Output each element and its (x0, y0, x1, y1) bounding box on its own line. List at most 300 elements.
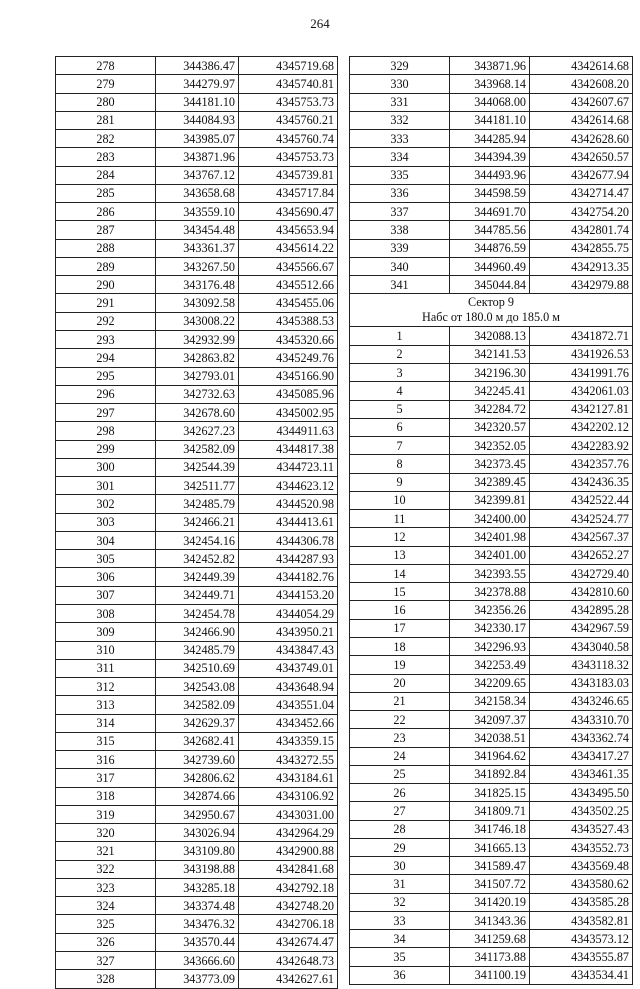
y-coordinate-cell: 4343555.87 (530, 948, 633, 966)
y-coordinate-cell: 4345320.66 (239, 330, 338, 348)
x-coordinate-cell: 342544.39 (156, 458, 239, 476)
y-coordinate-cell: 4342729.40 (530, 564, 633, 582)
table-row (56, 769, 338, 787)
point-number-cell: 296 (56, 385, 156, 403)
x-coordinate-cell: 343871.96 (450, 57, 530, 75)
point-number-cell: 295 (56, 367, 156, 385)
table-row (56, 641, 338, 659)
point-number-cell: 332 (350, 111, 450, 129)
x-coordinate-cell: 343658.68 (156, 184, 239, 202)
x-coordinate-cell: 344181.10 (450, 111, 530, 129)
x-coordinate-cell: 342245.41 (450, 382, 530, 400)
y-coordinate-cell: 4342677.94 (530, 166, 633, 184)
y-coordinate-cell: 4343246.65 (530, 692, 633, 710)
y-coordinate-cell: 4342652.27 (530, 546, 633, 564)
y-coordinate-cell: 4343552.73 (530, 838, 633, 856)
point-number-cell: 327 (56, 952, 156, 970)
point-number-cell: 283 (56, 148, 156, 166)
x-coordinate-cell: 341343.36 (450, 911, 530, 929)
point-number-cell: 6 (350, 418, 450, 436)
y-coordinate-cell: 4345166.90 (239, 367, 338, 385)
table-row (56, 385, 338, 403)
table-row (350, 656, 633, 674)
table-row (350, 363, 633, 381)
x-coordinate-cell: 341665.13 (450, 838, 530, 856)
point-number-cell: 5 (350, 400, 450, 418)
table-row (350, 784, 633, 802)
table-row (350, 184, 633, 202)
point-number-cell: 312 (56, 678, 156, 696)
x-coordinate-cell: 344394.39 (450, 148, 530, 166)
x-coordinate-cell: 343666.60 (156, 952, 239, 970)
table-row (350, 57, 633, 75)
point-number-cell: 281 (56, 111, 156, 129)
x-coordinate-cell: 342088.13 (450, 327, 530, 345)
y-coordinate-cell: 4343585.28 (530, 893, 633, 911)
point-number-cell: 280 (56, 93, 156, 111)
coordinates-table-right (349, 56, 633, 985)
table-row (350, 893, 633, 911)
x-coordinate-cell: 342356.26 (450, 601, 530, 619)
y-coordinate-cell: 4344306.78 (239, 531, 338, 549)
y-coordinate-cell: 4342436.35 (530, 473, 633, 491)
table-row (56, 732, 338, 750)
x-coordinate-cell: 342330.17 (450, 619, 530, 637)
y-coordinate-cell: 4343569.48 (530, 857, 633, 875)
point-number-cell: 308 (56, 604, 156, 622)
point-number-cell: 279 (56, 75, 156, 93)
y-coordinate-cell: 4342801.74 (530, 221, 633, 239)
table-row (56, 330, 338, 348)
sector-header-section (350, 294, 633, 327)
x-coordinate-cell: 344279.97 (156, 75, 239, 93)
table-row (56, 842, 338, 860)
table-row (56, 878, 338, 896)
table-row (350, 692, 633, 710)
point-number-cell: 311 (56, 659, 156, 677)
point-number-cell: 290 (56, 276, 156, 294)
x-coordinate-cell: 344960.49 (450, 257, 530, 275)
x-coordinate-cell: 342320.57 (450, 418, 530, 436)
point-number-cell: 28 (350, 820, 450, 838)
table-row (56, 458, 338, 476)
table-row (350, 875, 633, 893)
point-number-cell: 337 (350, 203, 450, 221)
x-coordinate-cell: 342466.21 (156, 513, 239, 531)
y-coordinate-cell: 4345002.95 (239, 404, 338, 422)
y-coordinate-cell: 4343362.74 (530, 729, 633, 747)
x-coordinate-cell: 342678.60 (156, 404, 239, 422)
x-coordinate-cell: 342466.90 (156, 623, 239, 641)
x-coordinate-cell: 342373.45 (450, 455, 530, 473)
table-row (56, 184, 338, 202)
x-coordinate-cell: 342038.51 (450, 729, 530, 747)
point-number-cell: 23 (350, 729, 450, 747)
table-row (350, 93, 633, 111)
table-row (350, 491, 633, 509)
table-row (56, 57, 338, 75)
y-coordinate-cell: 4342714.47 (530, 184, 633, 202)
point-number-cell: 18 (350, 637, 450, 655)
x-coordinate-cell: 343198.88 (156, 860, 239, 878)
y-coordinate-cell: 4343749.01 (239, 659, 338, 677)
point-number-cell: 7 (350, 437, 450, 455)
point-number-cell: 282 (56, 130, 156, 148)
y-coordinate-cell: 4342650.57 (530, 148, 633, 166)
table-row (350, 820, 633, 838)
x-coordinate-cell: 343767.12 (156, 166, 239, 184)
point-number-cell: 32 (350, 893, 450, 911)
y-coordinate-cell: 4345753.73 (239, 148, 338, 166)
x-coordinate-cell: 342511.77 (156, 477, 239, 495)
point-number-cell: 299 (56, 440, 156, 458)
y-coordinate-cell: 4342202.12 (530, 418, 633, 436)
y-coordinate-cell: 4344182.76 (239, 568, 338, 586)
table-row (350, 583, 633, 601)
point-number-cell: 30 (350, 857, 450, 875)
point-number-cell: 334 (350, 148, 450, 166)
table-row (56, 404, 338, 422)
x-coordinate-cell: 342449.39 (156, 568, 239, 586)
x-coordinate-cell: 344181.10 (156, 93, 239, 111)
point-number-cell: 20 (350, 674, 450, 692)
y-coordinate-cell: 4342674.47 (239, 933, 338, 951)
point-number-cell: 326 (56, 933, 156, 951)
table-row (56, 276, 338, 294)
table-row (56, 93, 338, 111)
page-number: 264 (310, 16, 330, 31)
table-row (56, 550, 338, 568)
coordinates-table-left (55, 56, 338, 989)
x-coordinate-cell: 342253.49 (450, 656, 530, 674)
point-number-cell: 336 (350, 184, 450, 202)
y-coordinate-cell: 4343495.50 (530, 784, 633, 802)
y-coordinate-cell: 4343573.12 (530, 930, 633, 948)
y-coordinate-cell: 4342614.68 (530, 111, 633, 129)
x-coordinate-cell: 342158.34 (450, 692, 530, 710)
y-coordinate-cell: 4345085.96 (239, 385, 338, 403)
y-coordinate-cell: 4342524.77 (530, 510, 633, 528)
y-coordinate-cell: 4342748.20 (239, 897, 338, 915)
point-number-cell: 289 (56, 257, 156, 275)
table-row (350, 257, 633, 275)
table-row (56, 148, 338, 166)
table-row (350, 166, 633, 184)
point-number-cell: 2 (350, 345, 450, 363)
y-coordinate-cell: 4342706.18 (239, 915, 338, 933)
y-coordinate-cell: 4342607.67 (530, 93, 633, 111)
point-number-cell: 25 (350, 765, 450, 783)
table-row (56, 805, 338, 823)
table-row (350, 528, 633, 546)
y-coordinate-cell: 4342627.61 (239, 970, 338, 988)
x-coordinate-cell: 342401.98 (450, 528, 530, 546)
point-number-cell: 340 (350, 257, 450, 275)
x-coordinate-cell: 343267.50 (156, 257, 239, 275)
table-row (350, 510, 633, 528)
y-coordinate-cell: 4342964.29 (239, 824, 338, 842)
x-coordinate-cell: 343871.96 (156, 148, 239, 166)
y-coordinate-cell: 4345690.47 (239, 203, 338, 221)
y-coordinate-cell: 4343648.94 (239, 678, 338, 696)
y-coordinate-cell: 4345717.84 (239, 184, 338, 202)
x-coordinate-cell: 342209.65 (450, 674, 530, 692)
x-coordinate-cell: 344876.59 (450, 239, 530, 257)
point-number-cell: 316 (56, 751, 156, 769)
x-coordinate-cell: 342732.63 (156, 385, 239, 403)
table-body (350, 327, 633, 985)
x-coordinate-cell: 341892.84 (450, 765, 530, 783)
point-number-cell: 1 (350, 327, 450, 345)
y-coordinate-cell: 4343310.70 (530, 711, 633, 729)
y-coordinate-cell: 4341872.71 (530, 327, 633, 345)
table-row (350, 455, 633, 473)
table-row (56, 787, 338, 805)
table-row (350, 75, 633, 93)
point-number-cell: 16 (350, 601, 450, 619)
y-coordinate-cell: 4345760.74 (239, 130, 338, 148)
table-row (56, 130, 338, 148)
x-coordinate-cell: 343454.48 (156, 221, 239, 239)
y-coordinate-cell: 4345455.06 (239, 294, 338, 312)
x-coordinate-cell: 342400.00 (450, 510, 530, 528)
table-row (350, 747, 633, 765)
x-coordinate-cell: 342141.53 (450, 345, 530, 363)
table-row (350, 966, 633, 984)
y-coordinate-cell: 4345739.81 (239, 166, 338, 184)
y-coordinate-cell: 4341926.53 (530, 345, 633, 363)
x-coordinate-cell: 343374.48 (156, 897, 239, 915)
table-row (350, 619, 633, 637)
y-coordinate-cell: 4342614.68 (530, 57, 633, 75)
sector-header-row (350, 294, 633, 327)
point-number-cell: 19 (350, 656, 450, 674)
x-coordinate-cell: 342284.72 (450, 400, 530, 418)
table-row (350, 857, 633, 875)
table-row (350, 637, 633, 655)
point-number-cell: 10 (350, 491, 450, 509)
table-row (350, 203, 633, 221)
table-row (350, 239, 633, 257)
table-row (350, 473, 633, 491)
y-coordinate-cell: 4342357.76 (530, 455, 633, 473)
point-number-cell: 285 (56, 184, 156, 202)
table-row (56, 897, 338, 915)
table-row (56, 751, 338, 769)
x-coordinate-cell: 342097.37 (450, 711, 530, 729)
y-coordinate-cell: 4342895.28 (530, 601, 633, 619)
y-coordinate-cell: 4345249.76 (239, 349, 338, 367)
x-coordinate-cell: 343285.18 (156, 878, 239, 896)
table-row (56, 477, 338, 495)
point-number-cell: 317 (56, 769, 156, 787)
x-coordinate-cell: 344386.47 (156, 57, 239, 75)
y-coordinate-cell: 4342127.81 (530, 400, 633, 418)
x-coordinate-cell: 342454.16 (156, 531, 239, 549)
table-row (56, 933, 338, 951)
point-number-cell: 331 (350, 93, 450, 111)
x-coordinate-cell: 342485.79 (156, 641, 239, 659)
x-coordinate-cell: 344493.96 (450, 166, 530, 184)
y-coordinate-cell: 4342900.88 (239, 842, 338, 860)
x-coordinate-cell: 341259.68 (450, 930, 530, 948)
point-number-cell: 3 (350, 363, 450, 381)
point-number-cell: 329 (350, 57, 450, 75)
y-coordinate-cell: 4345653.94 (239, 221, 338, 239)
x-coordinate-cell: 342196.30 (450, 363, 530, 381)
table-row (56, 257, 338, 275)
x-coordinate-cell: 342806.62 (156, 769, 239, 787)
y-coordinate-cell: 4345740.81 (239, 75, 338, 93)
y-coordinate-cell: 4344054.29 (239, 604, 338, 622)
table-row (56, 531, 338, 549)
y-coordinate-cell: 4343452.66 (239, 714, 338, 732)
point-number-cell: 31 (350, 875, 450, 893)
x-coordinate-cell: 344785.56 (450, 221, 530, 239)
point-number-cell: 306 (56, 568, 156, 586)
table-row (350, 437, 633, 455)
x-coordinate-cell: 342950.67 (156, 805, 239, 823)
table-row (56, 239, 338, 257)
y-coordinate-cell: 4342754.20 (530, 203, 633, 221)
point-number-cell: 297 (56, 404, 156, 422)
point-number-cell: 298 (56, 422, 156, 440)
y-coordinate-cell: 4344817.38 (239, 440, 338, 458)
x-coordinate-cell: 343570.44 (156, 933, 239, 951)
y-coordinate-cell: 4344520.98 (239, 495, 338, 513)
y-coordinate-cell: 4342855.75 (530, 239, 633, 257)
table-row (56, 513, 338, 531)
x-coordinate-cell: 342543.08 (156, 678, 239, 696)
point-number-cell: 293 (56, 330, 156, 348)
table-row (56, 915, 338, 933)
y-coordinate-cell: 4345614.22 (239, 239, 338, 257)
point-number-cell: 8 (350, 455, 450, 473)
sector-title: Сектор 9 (468, 295, 514, 310)
table-row (56, 678, 338, 696)
table-row (56, 221, 338, 239)
y-coordinate-cell: 4342810.60 (530, 583, 633, 601)
table-row (350, 276, 633, 294)
point-number-cell: 284 (56, 166, 156, 184)
y-coordinate-cell: 4343534.41 (530, 966, 633, 984)
y-coordinate-cell: 4342061.03 (530, 382, 633, 400)
y-coordinate-cell: 4344911.63 (239, 422, 338, 440)
x-coordinate-cell: 342793.01 (156, 367, 239, 385)
y-coordinate-cell: 4343106.92 (239, 787, 338, 805)
x-coordinate-cell: 343092.58 (156, 294, 239, 312)
point-number-cell: 33 (350, 911, 450, 929)
point-number-cell: 319 (56, 805, 156, 823)
point-number-cell: 301 (56, 477, 156, 495)
table-row (56, 623, 338, 641)
y-coordinate-cell: 4343118.32 (530, 656, 633, 674)
point-number-cell: 307 (56, 586, 156, 604)
x-coordinate-cell: 342389.45 (450, 473, 530, 491)
table-row (56, 604, 338, 622)
y-coordinate-cell: 4343184.61 (239, 769, 338, 787)
point-number-cell: 339 (350, 239, 450, 257)
point-number-cell: 310 (56, 641, 156, 659)
table-row (350, 711, 633, 729)
point-number-cell: 35 (350, 948, 450, 966)
x-coordinate-cell: 342449.71 (156, 586, 239, 604)
table-body (350, 57, 633, 294)
x-coordinate-cell: 342452.82 (156, 550, 239, 568)
point-number-cell: 36 (350, 966, 450, 984)
point-number-cell: 318 (56, 787, 156, 805)
table-row (56, 312, 338, 330)
point-number-cell: 300 (56, 458, 156, 476)
table-row (56, 495, 338, 513)
x-coordinate-cell: 344598.59 (450, 184, 530, 202)
y-coordinate-cell: 4345760.21 (239, 111, 338, 129)
point-number-cell: 333 (350, 130, 450, 148)
y-coordinate-cell: 4343417.27 (530, 747, 633, 765)
point-number-cell: 286 (56, 203, 156, 221)
table-row (56, 440, 338, 458)
table-row (350, 765, 633, 783)
point-number-cell: 338 (350, 221, 450, 239)
point-number-cell: 313 (56, 696, 156, 714)
y-coordinate-cell: 4342792.18 (239, 878, 338, 896)
y-coordinate-cell: 4342979.88 (530, 276, 633, 294)
x-coordinate-cell: 341809.71 (450, 802, 530, 820)
y-coordinate-cell: 4342648.73 (239, 952, 338, 970)
table-row (350, 130, 633, 148)
table-row (350, 838, 633, 856)
y-coordinate-cell: 4342628.60 (530, 130, 633, 148)
x-coordinate-cell: 343476.32 (156, 915, 239, 933)
x-coordinate-cell: 342393.55 (450, 564, 530, 582)
x-coordinate-cell: 343008.22 (156, 312, 239, 330)
x-coordinate-cell: 342399.81 (450, 491, 530, 509)
table-row (56, 166, 338, 184)
table-row (350, 564, 633, 582)
x-coordinate-cell: 343176.48 (156, 276, 239, 294)
table-row (56, 75, 338, 93)
table-row (56, 824, 338, 842)
table-row (56, 714, 338, 732)
sector-header-cell (350, 294, 633, 327)
x-coordinate-cell: 342629.37 (156, 714, 239, 732)
x-coordinate-cell: 341507.72 (450, 875, 530, 893)
point-number-cell: 292 (56, 312, 156, 330)
x-coordinate-cell: 342378.88 (450, 583, 530, 601)
y-coordinate-cell: 4342841.68 (239, 860, 338, 878)
table-row (56, 111, 338, 129)
x-coordinate-cell: 344084.93 (156, 111, 239, 129)
x-coordinate-cell: 343985.07 (156, 130, 239, 148)
x-coordinate-cell: 345044.84 (450, 276, 530, 294)
table-row (350, 327, 633, 345)
y-coordinate-cell: 4343847.43 (239, 641, 338, 659)
y-coordinate-cell: 4343183.03 (530, 674, 633, 692)
table-row (56, 568, 338, 586)
x-coordinate-cell: 342932.99 (156, 330, 239, 348)
y-coordinate-cell: 4342283.92 (530, 437, 633, 455)
point-number-cell: 341 (350, 276, 450, 294)
x-coordinate-cell: 343361.37 (156, 239, 239, 257)
x-coordinate-cell: 343968.14 (450, 75, 530, 93)
table-row (350, 418, 633, 436)
table-row (56, 349, 338, 367)
x-coordinate-cell: 341589.47 (450, 857, 530, 875)
x-coordinate-cell: 341173.88 (450, 948, 530, 966)
point-number-cell: 314 (56, 714, 156, 732)
point-number-cell: 287 (56, 221, 156, 239)
x-coordinate-cell: 343773.09 (156, 970, 239, 988)
